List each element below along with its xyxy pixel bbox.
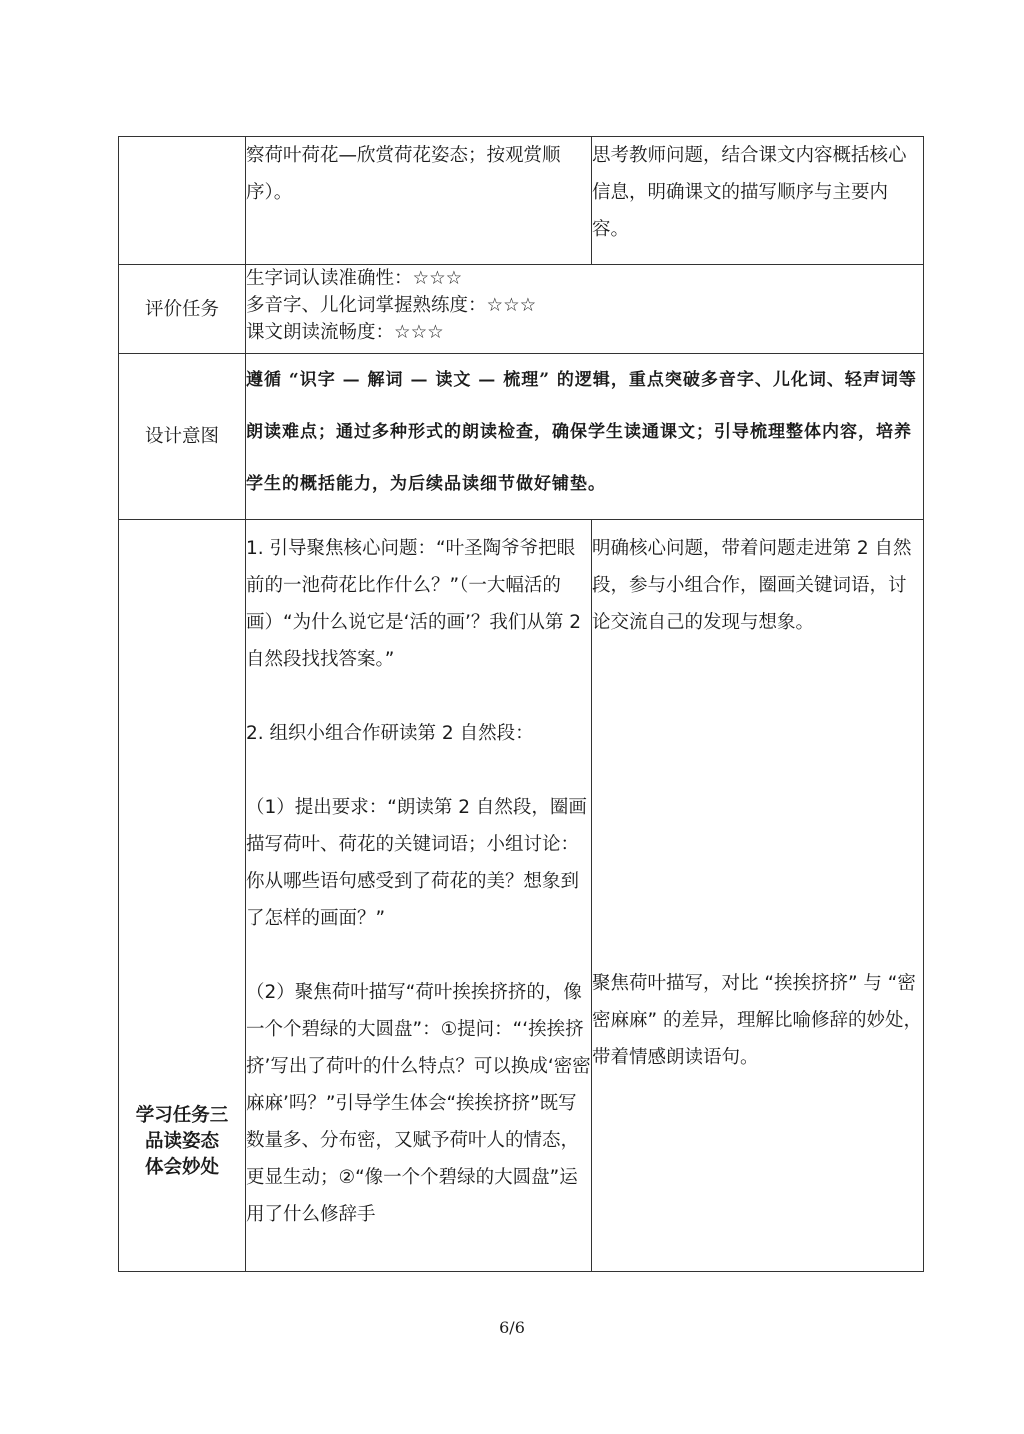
teacher-step-2-1: （1）提出要求：“朗读第 2 自然段，圈画描写荷叶、荷花的关键词语；小组讨论：你从哪些语句感受到了荷花的美？想象到了怎样的画面？” [246, 797, 587, 929]
student-activity-cell [592, 137, 924, 265]
evaluation-label: 评价任务 [119, 265, 246, 354]
teacher-activity-text: 察荷叶荷花—欣赏荷花姿态；按观赏顺序）。 [246, 145, 561, 203]
table-row [119, 137, 924, 265]
evaluation-item: 课文朗读流畅度：☆☆☆ [246, 322, 444, 343]
teacher-step-2: 2. 组织小组合作研读第 2 自然段： [246, 723, 534, 744]
teacher-step-1: 1. 引导聚焦核心问题：“叶圣陶爷爷把眼前的一池荷花比作什么？”（一大幅活的画）“为什么说它是‘活的画’？我们从第 2 自然段找找答案。” [246, 538, 581, 670]
evaluation-item: 多音字、儿化词掌握熟练度：☆☆☆ [246, 295, 537, 316]
student-response-1: 明确核心问题，带着问题走进第 2 自然段，参与小组合作，圈画关键词语，讨论交流自己的发现与想象。 [592, 538, 912, 633]
teacher-step-2-2: （2）聚焦荷叶描写“荷叶挨挨挤挤的，像一个个碧绿的大圆盘”：①提问：“‘挨挨挤挤’写出了荷叶的什么特点？可以换成‘密密麻麻’吗？”引导学生体会“挨挨挤挤”既写数量多、分布密，又赋予荷叶人的情态，更显生动；②“像一个个碧绿的大圆盘”运用了什么修辞手 [246, 982, 591, 1225]
design-intent-label: 设计意图 [119, 354, 246, 520]
page-number: 6/6 [499, 1318, 525, 1337]
task3-label-line: 体会妙处 [144, 1157, 219, 1178]
design-intent-content [246, 354, 924, 520]
evaluation-content [246, 265, 924, 354]
label-cell-empty [119, 137, 246, 265]
table-row [119, 520, 924, 1272]
evaluation-item: 生字词认读准确性：☆☆☆ [246, 268, 463, 289]
task3-label-line: 学习任务三 [135, 1105, 229, 1126]
task3-label-line: 品读姿态 [144, 1131, 219, 1152]
task3-label [119, 520, 246, 1272]
task3-teacher-cell [246, 520, 592, 1272]
task3-student-cell [592, 520, 924, 1272]
teacher-activity-cell [246, 137, 592, 265]
design-intent-text: 遵循 “识字 — 解词 — 读文 — 梳理” 的逻辑，重点突破多音字、儿化词、轻声词等朗读难点；通过多种形式的朗读检查，确保学生读通课文；引导梳理整体内容，培养学生的概括能力，为后续品读细节做好铺垫。 [246, 370, 917, 494]
table-row [119, 354, 924, 520]
student-response-2: 聚焦荷叶描写，对比 “挨挨挤挤” 与 “密密麻麻” 的差异，理解比喻修辞的妙处，带着情感朗读语句。 [592, 973, 922, 1068]
table-row [119, 265, 924, 354]
lesson-plan-table [118, 136, 924, 1272]
student-activity-text: 思考教师问题，结合课文内容概括核心信息，明确课文的描写顺序与主要内容。 [592, 145, 907, 240]
